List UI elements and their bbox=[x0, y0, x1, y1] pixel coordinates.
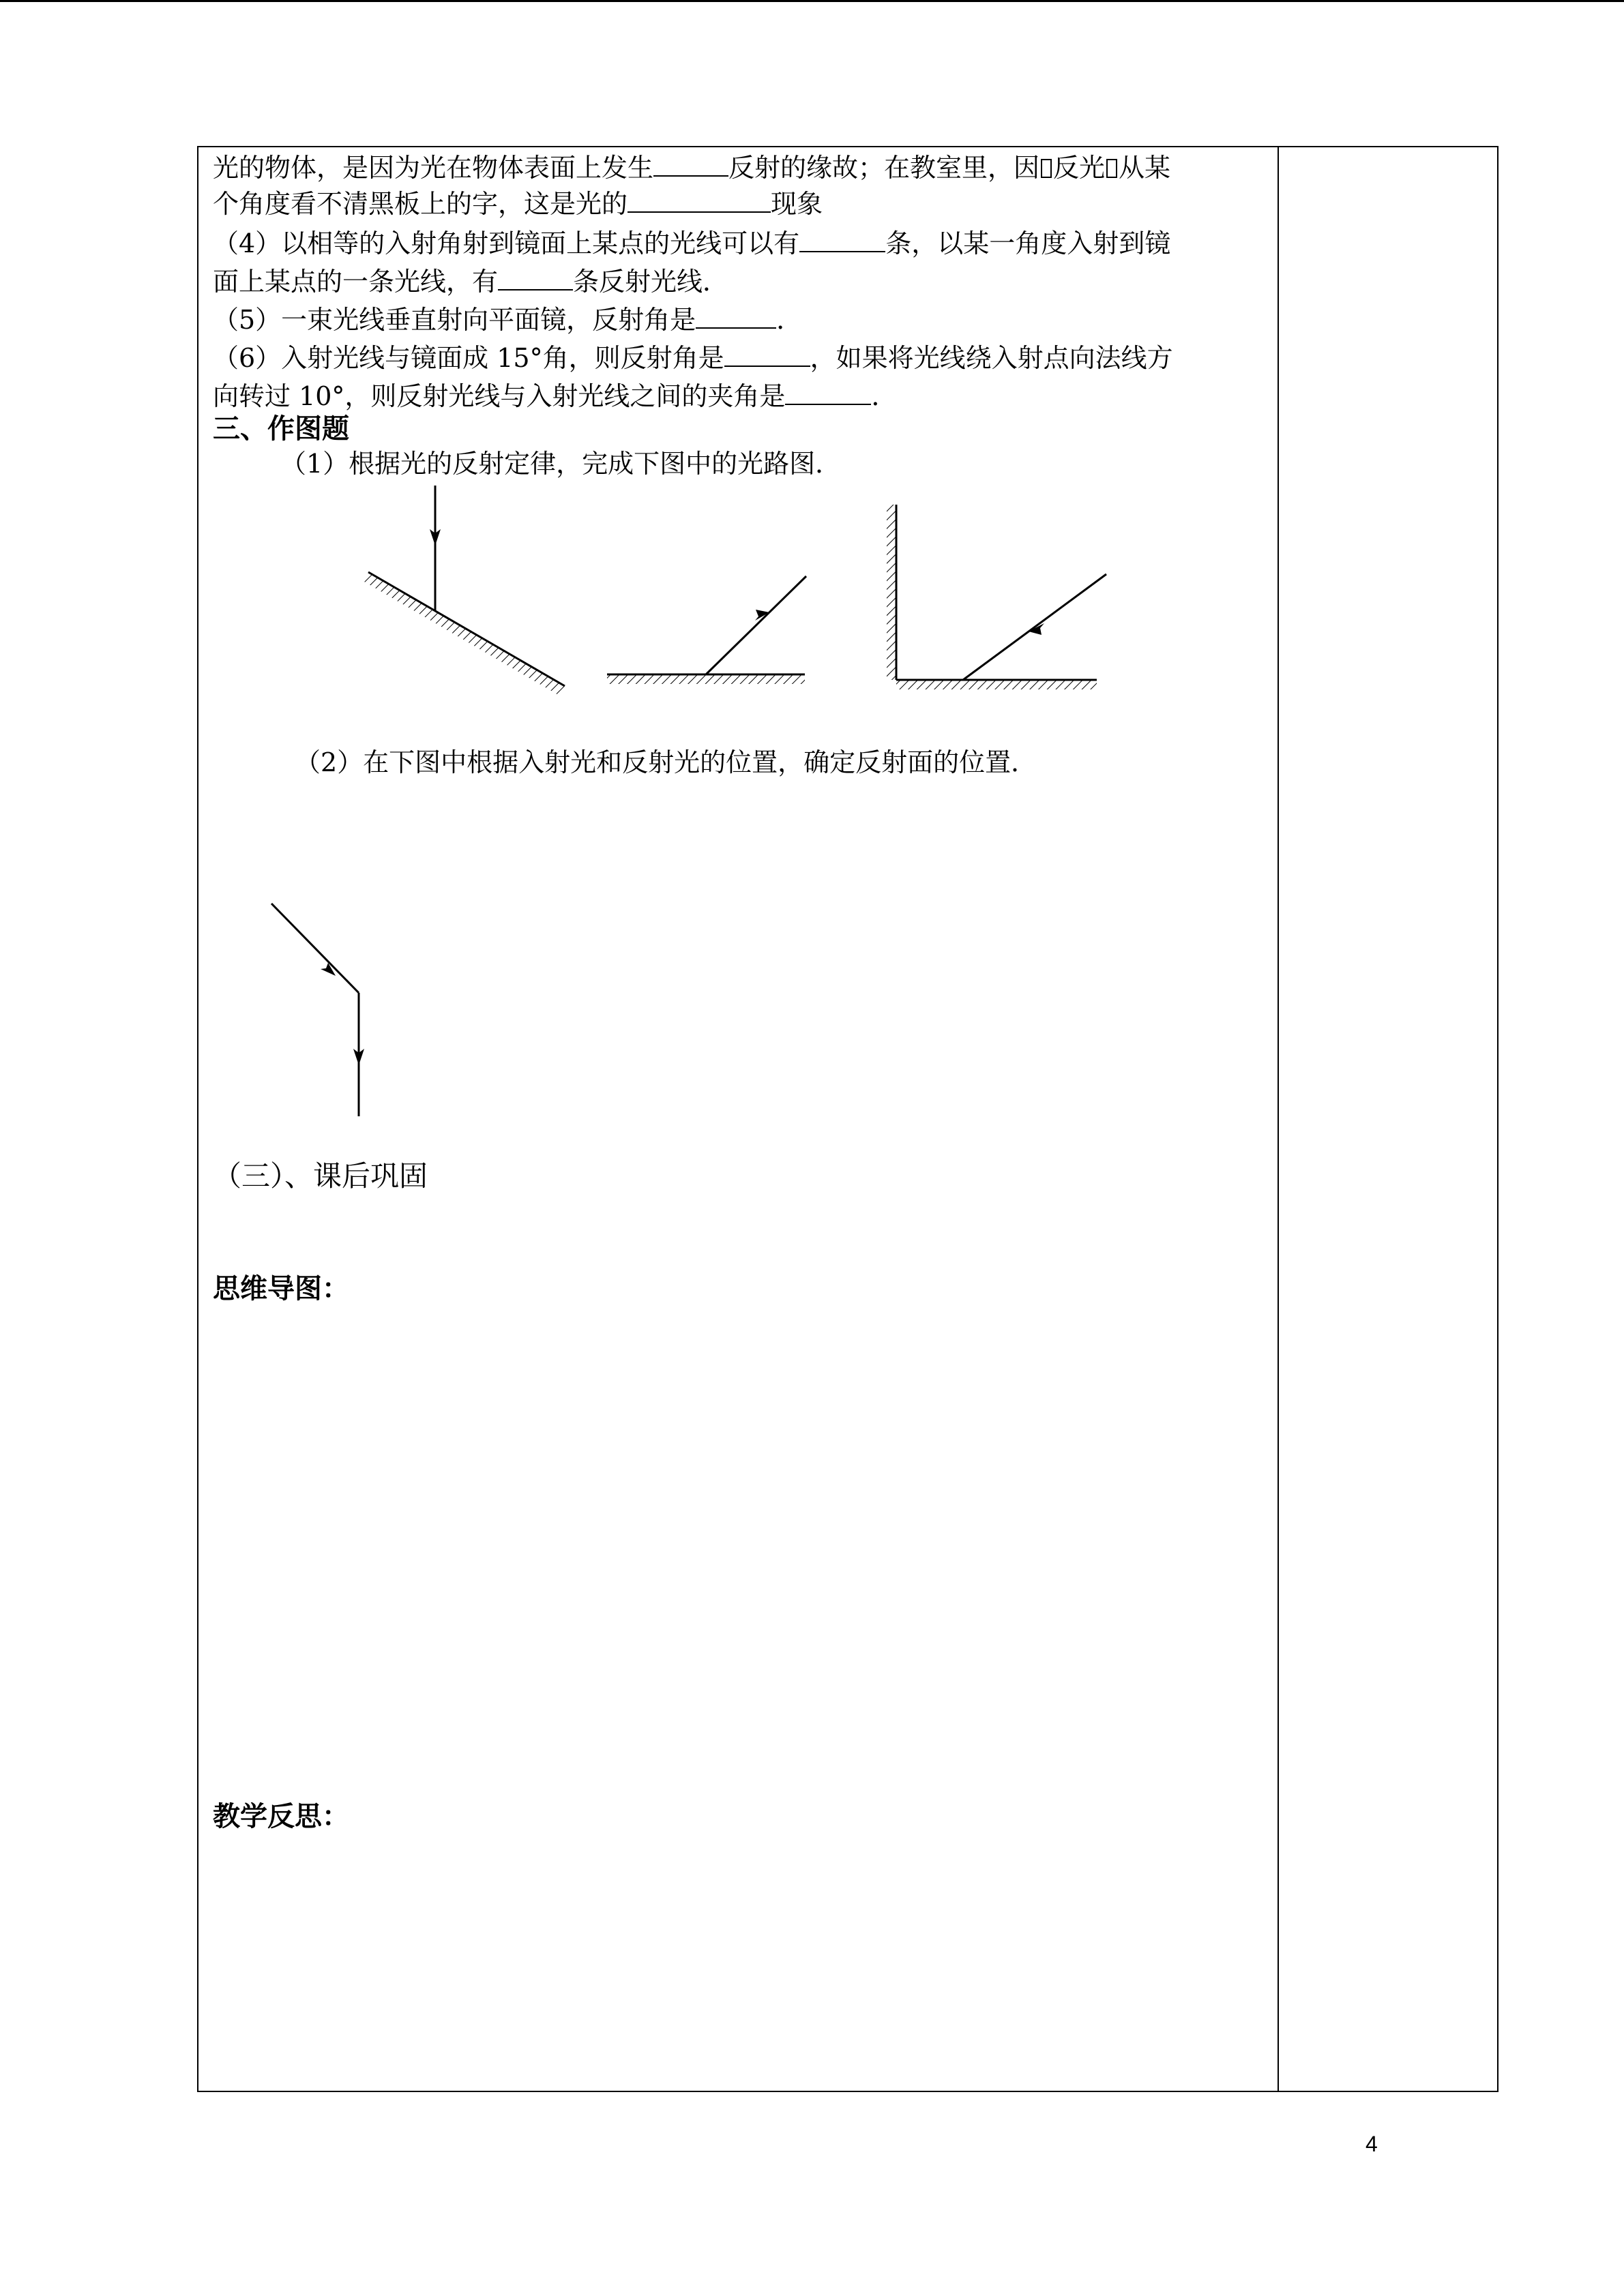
ray bbox=[706, 576, 806, 674]
question-3-line-1: 光的物体，是因为光在物体表面上发生 反射的缘故；在教室里，因 反光 从某 bbox=[213, 148, 1170, 185]
question-6-line-1: （6）入射光线与镜面成 15°角，则反射角是 ，如果将光线绕入射点向法线方 bbox=[213, 338, 1173, 376]
question-5: （5）一束光线垂直射向平面镜，反射角是 ． bbox=[213, 300, 802, 338]
question-3-line-2: 个角度看不清黑板上的字，这是光的 现象 bbox=[213, 184, 823, 222]
drawing-prompt-2: （2）在下图中根据入射光和反射光的位置，确定反射面的位置． bbox=[295, 747, 1037, 777]
drawing-prompt-1: （1）根据光的反射定律，完成下图中的光路图． bbox=[280, 449, 842, 479]
arrow-head bbox=[321, 963, 336, 976]
mirror-surface bbox=[368, 572, 565, 686]
figure-horizontal-mirror bbox=[607, 576, 806, 684]
teaching-reflection-label: 教学反思： bbox=[213, 1801, 349, 1832]
consolidation-title: （三）、课后巩固 bbox=[213, 1159, 428, 1193]
mirror-hatching bbox=[364, 572, 565, 696]
figure-slanted-mirror bbox=[364, 486, 565, 696]
incident-ray bbox=[963, 574, 1106, 680]
incident-ray bbox=[271, 904, 359, 993]
figure-find-mirror bbox=[271, 904, 364, 1116]
question-4-line-2: 面上某点的一条光线，有 条反射光线． bbox=[213, 262, 728, 299]
page-number: 4 bbox=[1365, 2132, 1378, 2156]
vertical-mirror-hatching bbox=[887, 505, 896, 680]
question-4-line-1: （4）以相等的入射角射到镜面上某点的光线可以有 条，以某一角度入射到镜 bbox=[213, 224, 1170, 261]
horizontal-mirror-hatching bbox=[896, 680, 1097, 689]
mirror-hatching bbox=[607, 674, 805, 684]
section-3-title: 三、作图题 bbox=[213, 413, 349, 445]
question-6-line-2: 向转过 10°，则反射光线与入射光线之间的夹角是 ． bbox=[213, 376, 897, 414]
mind-map-label: 思维导图： bbox=[213, 1273, 349, 1304]
figure-corner-mirrors bbox=[887, 505, 1106, 689]
